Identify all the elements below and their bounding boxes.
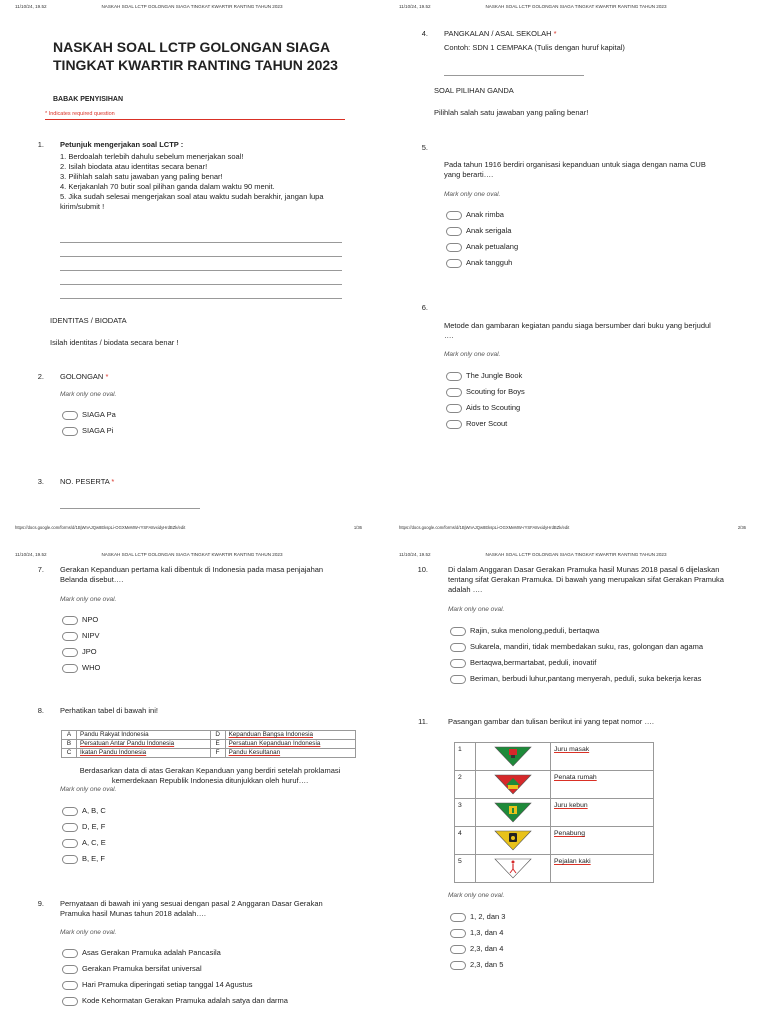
option-anak-serigala[interactable] xyxy=(446,225,511,237)
instruction-line: 3. Pilihlah salah satu jawaban yang paling benar! xyxy=(60,172,223,181)
radio-oval[interactable] xyxy=(62,648,78,657)
mark-one-hint: Mark only one oval. xyxy=(60,786,117,793)
question-text: Pernyataan di bawah ini yang sesuai dengan pasal 2 Anggaran Dasar Gerakan Pramuka hasil Munas tahun 2018 adalah…. xyxy=(60,899,323,918)
question-followup: Berdasarkan data di atas Gerakan Kepanduan yang berdiri setelah proklamasi kemerdekaan Republik Indonesia ditunjukkan oleh huruf…. xyxy=(79,766,341,785)
timestamp: 11/10/24, 19.52 xyxy=(15,552,47,557)
question-title: Petunjuk mengerjakan soal LCTP : xyxy=(60,140,184,149)
radio-oval[interactable] xyxy=(62,839,78,848)
instruction-line: 2. Isilah biodata atau identitas secara benar! xyxy=(60,162,208,171)
option-sukarela-mandiri[interactable] xyxy=(450,641,703,653)
option-label: SIAGA Pa xyxy=(82,410,116,419)
footer-url: https://docs.google.com/forms/d/1BjWnAJQw8EkspLi-OGXMeMW-rYSFA8vxidyHrdBZk/edit xyxy=(15,525,186,530)
footer-page-number: 2/36 xyxy=(737,525,746,530)
option-d-e-f[interactable] xyxy=(62,821,105,833)
question-text: Pada tahun 1916 berdiri organisasi kepanduan untuk siaga dengan nama CUB yang berarti…. xyxy=(444,160,706,179)
option-scouting-for-boys[interactable] xyxy=(446,386,525,398)
instruction-line: 5. Jika sudah selesai mengerjakan soal atau waktu sudah berakhir, jangan lupa kirim/submit ! xyxy=(60,192,324,211)
radio-oval[interactable] xyxy=(62,997,78,1006)
question-number: 7. xyxy=(37,565,44,574)
row-number: 3 xyxy=(455,799,476,827)
option-npo[interactable] xyxy=(62,614,98,626)
radio-oval[interactable] xyxy=(62,664,78,673)
question-example: Contoh: SDN 1 CEMPAKA (Tulis dengan huruf kapital) xyxy=(444,43,625,52)
question-text: Pasangan gambar dan tulisan berikut ini yang tepat nomor …. xyxy=(448,717,654,726)
table-cell: Kepanduan Bangsa Indonesia xyxy=(225,731,355,740)
option-anak-petualang[interactable] xyxy=(446,241,518,253)
row-label xyxy=(551,799,654,827)
answer-line[interactable] xyxy=(60,270,342,271)
page-1 xyxy=(0,0,384,512)
badge-label: Juru masak xyxy=(554,746,590,753)
option-label: 1, 2, dan 3 xyxy=(470,912,506,921)
page-header xyxy=(0,552,384,562)
mark-one-hint: Mark only one oval. xyxy=(448,606,505,613)
radio-oval[interactable] xyxy=(62,807,78,816)
table-row xyxy=(455,771,654,799)
option-bertaqwa-bermartabat[interactable] xyxy=(450,657,596,669)
radio-oval[interactable] xyxy=(450,659,466,668)
radio-oval[interactable] xyxy=(450,643,466,652)
option-siaga-pi[interactable] xyxy=(62,425,113,437)
doc-title-header: NASKAH SOAL LCTP GOLONGAN SIAGA TINGKAT KWARTIR RANTING TAHUN 2023 xyxy=(101,4,283,9)
option-label: Anak rimba xyxy=(466,210,504,219)
table-cell: Persatuan Kepanduan Indonesia xyxy=(225,740,355,749)
question-label: GOLONGAN xyxy=(60,372,104,381)
option-label: B, E, F xyxy=(82,854,105,863)
option-label: Rajin, suka menolong,peduli, bertaqwa xyxy=(470,626,600,635)
answer-line[interactable] xyxy=(60,242,342,243)
mark-one-hint: Mark only one oval. xyxy=(444,191,501,198)
option-anak-tangguh[interactable] xyxy=(446,257,512,269)
radio-oval[interactable] xyxy=(446,420,462,429)
option-label: JPO xyxy=(82,647,97,656)
page-header xyxy=(384,552,768,562)
answer-line[interactable] xyxy=(444,75,584,76)
row-number: 1 xyxy=(455,743,476,771)
table-cell: B xyxy=(62,740,77,749)
table-cell: Persatuan Antar Pandu Indonesia xyxy=(77,740,211,749)
option-the-jungle-book[interactable] xyxy=(446,370,522,382)
table-row xyxy=(455,743,654,771)
badge-label: Pejalan kaki xyxy=(554,858,591,865)
row-number: 5 xyxy=(455,855,476,883)
option-beriman-berbudi-luhur[interactable] xyxy=(450,673,701,685)
doc-title-header: NASKAH SOAL LCTP GOLONGAN SIAGA TINGKAT KWARTIR RANTING TAHUN 2023 xyxy=(485,552,667,557)
radio-oval[interactable] xyxy=(446,404,462,413)
table-cell: F xyxy=(210,749,225,758)
option-label: Anak serigala xyxy=(466,226,512,235)
option-label: Gerakan Pramuka bersifat universal xyxy=(82,964,202,973)
page-header xyxy=(384,4,768,14)
instruction-line: 1. Berdoalah terlebih dahulu sebelum menerjakan soal! xyxy=(60,152,244,161)
option-label: Anak tangguh xyxy=(466,258,513,267)
option-label: 2,3, dan 5 xyxy=(470,960,504,969)
answer-line[interactable] xyxy=(60,508,200,509)
radio-oval[interactable] xyxy=(62,411,78,420)
table-cell: Ikatan Pandu Indonesia xyxy=(77,749,211,758)
question-number: 11. xyxy=(418,717,428,726)
table-row xyxy=(62,740,356,749)
option-asas-pancasila[interactable] xyxy=(62,947,221,959)
radio-oval[interactable] xyxy=(446,227,462,236)
answer-line[interactable] xyxy=(60,298,342,299)
answer-line[interactable] xyxy=(60,284,342,285)
option-rover-scout[interactable] xyxy=(446,418,507,430)
radio-oval[interactable] xyxy=(450,627,466,636)
mark-one-hint: Mark only one oval. xyxy=(60,391,117,398)
option-nipv[interactable] xyxy=(62,630,100,642)
radio-oval[interactable] xyxy=(446,388,462,397)
question-number: 1. xyxy=(37,140,44,149)
question-number: 3. xyxy=(37,477,44,486)
option-anak-rimba[interactable] xyxy=(446,209,504,221)
form-title: NASKAH SOAL LCTP GOLONGAN SIAGA TINGKAT KWARTIR RANTING TAHUN 2023 xyxy=(53,39,338,73)
timestamp: 11/10/24, 19.52 xyxy=(15,4,47,9)
question-number: 2. xyxy=(37,372,44,381)
page-footer xyxy=(384,525,768,533)
question-number: 4. xyxy=(421,29,428,38)
option-label: Beriman, berbudi luhur,pantang menyerah, peduli, suka bekerja keras xyxy=(470,674,702,683)
radio-oval[interactable] xyxy=(446,372,462,381)
question-label: PANGKALAN / ASAL SEKOLAH xyxy=(444,29,552,38)
option-rajin-suka-menolong[interactable] xyxy=(450,625,599,637)
page-footer xyxy=(0,525,384,533)
timestamp: 11/10/24, 19.52 xyxy=(399,4,431,9)
radio-oval[interactable] xyxy=(450,961,466,970)
option-2-3-4[interactable] xyxy=(450,943,503,955)
radio-oval[interactable] xyxy=(62,823,78,832)
radio-oval[interactable] xyxy=(446,211,462,220)
option-a-c-e[interactable] xyxy=(62,837,106,849)
row-label xyxy=(551,855,654,883)
option-label: A, B, C xyxy=(82,806,106,815)
doc-title-header: NASKAH SOAL LCTP GOLONGAN SIAGA TINGKAT KWARTIR RANTING TAHUN 2023 xyxy=(485,4,667,9)
mark-one-hint: Mark only one oval. xyxy=(60,596,117,603)
footer-page-number: 1/36 xyxy=(353,525,362,530)
answer-line[interactable] xyxy=(60,256,342,257)
option-label: NIPV xyxy=(82,631,100,640)
row-label xyxy=(551,771,654,799)
mark-one-hint: Mark only one oval. xyxy=(444,351,501,358)
option-aids-to-scouting[interactable] xyxy=(446,402,520,414)
section-title: IDENTITAS / BIODATA xyxy=(50,316,127,325)
required-star: * xyxy=(105,372,109,381)
option-siaga-pa[interactable] xyxy=(62,409,116,421)
saving-badge-image xyxy=(476,827,551,855)
radio-oval[interactable] xyxy=(62,981,78,990)
option-jpo[interactable] xyxy=(62,646,97,658)
option-1-2-3[interactable] xyxy=(450,911,505,923)
question-text: Metode dan gambaran kegiatan pandu siaga bersumber dari buku yang berjudul …. xyxy=(444,321,711,340)
option-label: WHO xyxy=(82,663,101,672)
mark-one-hint: Mark only one oval. xyxy=(60,929,117,936)
option-2-3-5[interactable] xyxy=(450,959,503,971)
footer-url: https://docs.google.com/forms/d/1BjWnAJQw8EkspLi-OGXMeMW-rYSFA8vxidyHrdBZk/edit xyxy=(399,525,570,530)
table-cell: D xyxy=(210,731,225,740)
option-a-b-c[interactable] xyxy=(62,805,106,817)
badge-label: Penata rumah xyxy=(554,774,597,781)
option-label: Sukarela, mandiri, tidak membedakan suku, ras, golongan dan agama xyxy=(470,642,704,651)
table-row xyxy=(62,749,356,758)
row-label xyxy=(551,743,654,771)
badge-label: Penabung xyxy=(554,830,585,837)
option-label: Asas Gerakan Pramuka adalah Pancasila xyxy=(82,948,221,957)
table-row xyxy=(455,827,654,855)
radio-oval[interactable] xyxy=(62,616,78,625)
required-star: * xyxy=(553,29,557,38)
option-label: A, C, E xyxy=(82,838,106,847)
table-cell: E xyxy=(210,740,225,749)
page-4 xyxy=(384,548,768,1024)
row-label xyxy=(551,827,654,855)
page-3 xyxy=(0,548,384,1024)
cooking-badge-image xyxy=(476,743,551,771)
form-subtitle: BABAK PENYISIHAN xyxy=(53,96,124,103)
gardening-badge-image xyxy=(476,799,551,827)
radio-oval[interactable] xyxy=(62,855,78,864)
question-text: Perhatikan tabel di bawah ini! xyxy=(60,706,158,715)
housekeeping-badge-image xyxy=(476,771,551,799)
option-kode-kehormatan[interactable] xyxy=(62,995,288,1007)
instruction-line: 4. Kerjakanlah 70 butir soal pilihan ganda dalam waktu 90 menit. xyxy=(60,182,275,191)
option-hari-pramuka[interactable] xyxy=(62,979,253,991)
question-number: 10. xyxy=(417,565,428,574)
option-label: NPO xyxy=(82,615,99,624)
table-row xyxy=(62,731,356,740)
badge-table xyxy=(454,742,654,883)
table-cell: A xyxy=(62,731,77,740)
radio-oval[interactable] xyxy=(450,945,466,954)
question-text: Gerakan Kepanduan pertama kali dibentuk di Indonesia pada masa penjajahan Belanda disebut…. xyxy=(60,565,324,584)
question-number: 9. xyxy=(37,899,44,908)
option-label: Scouting for Boys xyxy=(466,387,525,396)
table-cell: Pandu Rakyat Indonesia xyxy=(77,731,211,740)
option-b-e-f[interactable] xyxy=(62,853,105,865)
option-label: Hari Pramuka diperingati setiap tanggal 14 Agustus xyxy=(82,980,253,989)
option-label: Kode Kehormatan Gerakan Pramuka adalah satya dan darma xyxy=(82,996,288,1005)
table-cell: C xyxy=(62,749,77,758)
option-label: The Jungle Book xyxy=(466,371,523,380)
table-cell: Pandu Kesultanan xyxy=(225,749,355,758)
question-label: NO. PESERTA xyxy=(60,477,110,486)
option-label: 1,3, dan 4 xyxy=(470,928,504,937)
radio-oval[interactable] xyxy=(446,243,462,252)
row-number: 2 xyxy=(455,771,476,799)
option-who[interactable] xyxy=(62,662,100,674)
title-underline xyxy=(45,119,345,120)
table-row xyxy=(455,799,654,827)
required-note: * Indicates required question xyxy=(45,111,115,117)
organization-table xyxy=(61,730,356,758)
radio-oval[interactable] xyxy=(450,929,466,938)
radio-oval[interactable] xyxy=(450,675,466,684)
radio-oval[interactable] xyxy=(62,949,78,958)
page-2 xyxy=(384,0,768,512)
question-number: 8. xyxy=(37,706,44,715)
option-bersifat-universal[interactable] xyxy=(62,963,202,975)
badge-label: Juru kebun xyxy=(554,802,588,809)
option-label: SIAGA Pi xyxy=(82,426,114,435)
question-text: Di dalam Anggaran Dasar Gerakan Pramuka hasil Munas 2018 pasal 6 dijelaskan tentang sifat Gerakan Pramuka. Di bawah yang merupakan sifat Gerakan Pramuka adalah …. xyxy=(448,565,724,594)
radio-oval[interactable] xyxy=(62,427,78,436)
radio-oval[interactable] xyxy=(62,965,78,974)
radio-oval[interactable] xyxy=(446,259,462,268)
mark-one-hint: Mark only one oval. xyxy=(448,892,505,899)
row-number: 4 xyxy=(455,827,476,855)
timestamp: 11/10/24, 19.52 xyxy=(399,552,431,557)
page-header xyxy=(0,4,384,14)
required-star: * xyxy=(111,477,115,486)
section-description: Isilah identitas / biodata secara benar ! xyxy=(50,338,179,347)
hiking-badge-image xyxy=(476,855,551,883)
radio-oval[interactable] xyxy=(62,632,78,641)
radio-oval[interactable] xyxy=(450,913,466,922)
option-label: 2,3, dan 4 xyxy=(470,944,504,953)
doc-title-header: NASKAH SOAL LCTP GOLONGAN SIAGA TINGKAT KWARTIR RANTING TAHUN 2023 xyxy=(101,552,283,557)
table-row xyxy=(455,855,654,883)
option-label: Anak petualang xyxy=(466,242,519,251)
question-number: 6. xyxy=(421,303,428,312)
section-title: SOAL PILIHAN GANDA xyxy=(434,86,514,95)
option-label: Rover Scout xyxy=(466,419,508,428)
question-number: 5. xyxy=(421,143,428,152)
section-description: Pilihlah salah satu jawaban yang paling benar! xyxy=(434,108,589,117)
option-label: Aids to Scouting xyxy=(466,403,521,412)
option-1-3-4[interactable] xyxy=(450,927,503,939)
option-label: D, E, F xyxy=(82,822,106,831)
option-label: Bertaqwa,bermartabat, peduli, inovatif xyxy=(470,658,597,667)
